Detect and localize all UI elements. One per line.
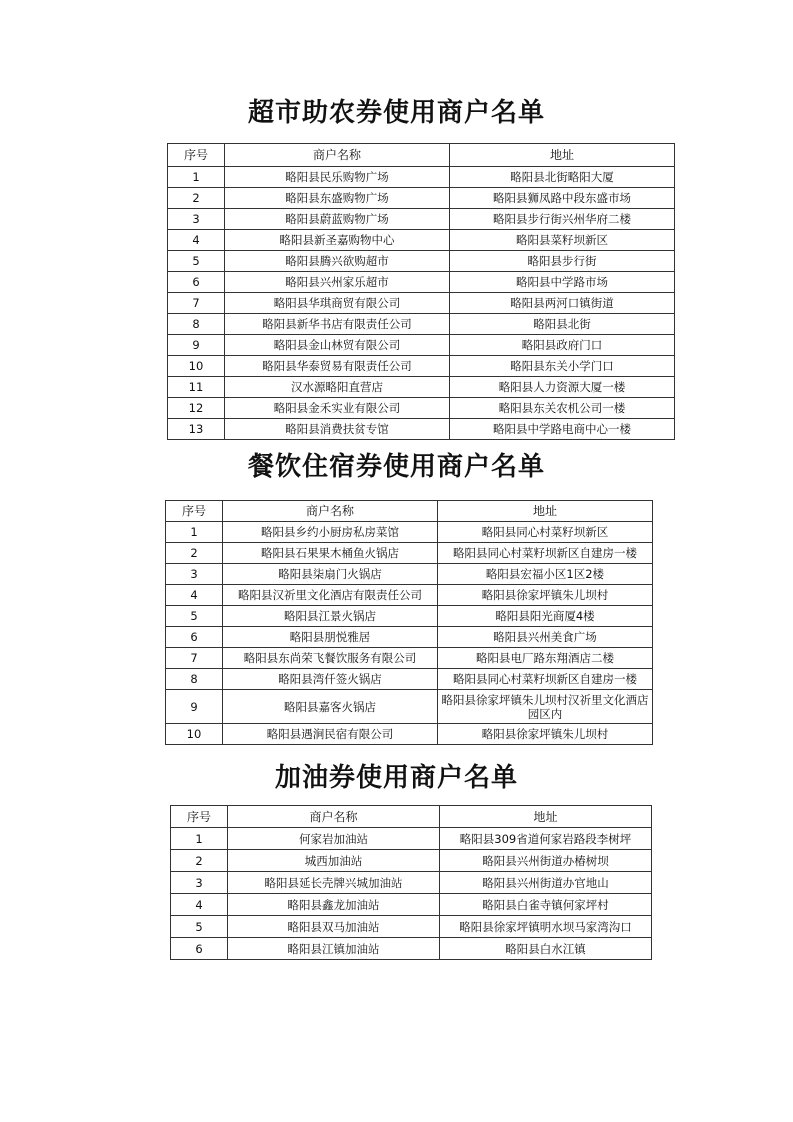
table-row: [168, 419, 675, 440]
merchant-address: 略阳县东关小学门口: [450, 356, 675, 377]
header-merchant-name: 商户名称: [228, 806, 440, 828]
merchant-name: 略阳县乡约小厨房私房菜馆: [223, 522, 438, 543]
section-2-title: 餐饮住宿券使用商户名单: [247, 452, 545, 482]
table-row: [166, 724, 653, 745]
merchant-name: 略阳县江景火锅店: [223, 606, 438, 627]
merchant-address: 略阳县北街: [450, 314, 675, 335]
merchant-address: 略阳县北街略阳大厦: [450, 167, 675, 188]
merchant-name: 略阳县消费扶贫专馆: [225, 419, 450, 440]
table-row: [168, 188, 675, 209]
merchant-name: 略阳县汉祈里文化酒店有限责任公司: [223, 585, 438, 606]
merchant-name: 略阳县东盛购物广场: [225, 188, 450, 209]
table-row: [171, 916, 652, 938]
row-index: 9: [168, 335, 225, 356]
merchant-name: 略阳县朋悦雅居: [223, 627, 438, 648]
merchant-name: 略阳县金山林贸有限公司: [225, 335, 450, 356]
row-index: 9: [166, 690, 223, 724]
merchant-name: 略阳县嘉客火锅店: [223, 690, 438, 724]
row-index: 13: [168, 419, 225, 440]
merchant-name: 略阳县石果果木桶鱼火锅店: [223, 543, 438, 564]
table-row: [166, 564, 653, 585]
table-row: [168, 314, 675, 335]
merchant-address: 略阳县宏福小区1区2楼: [438, 564, 653, 585]
table-row: [168, 335, 675, 356]
table-row: [168, 377, 675, 398]
merchant-name: 略阳县金禾实业有限公司: [225, 398, 450, 419]
row-index: 3: [168, 209, 225, 230]
merchant-name: 略阳县华琪商贸有限公司: [225, 293, 450, 314]
table-row: [166, 585, 653, 606]
section-3-title: 加油券使用商户名单: [274, 763, 518, 793]
table-row: [166, 669, 653, 690]
section-2-table: [165, 500, 653, 745]
merchant-name: 略阳县兴州家乐超市: [225, 272, 450, 293]
row-index: 8: [168, 314, 225, 335]
header-address: 地址: [450, 144, 675, 167]
merchant-address: 略阳县兴州街道办官地山: [440, 872, 652, 894]
row-index: 5: [168, 251, 225, 272]
merchant-name: 城西加油站: [228, 850, 440, 872]
row-index: 1: [171, 828, 228, 850]
row-index: 3: [171, 872, 228, 894]
merchant-address: 略阳县徐家坪镇明水坝马家湾沟口: [440, 916, 652, 938]
table-row: [168, 398, 675, 419]
merchant-name: 略阳县延长壳牌兴城加油站: [228, 872, 440, 894]
header-address: 地址: [440, 806, 652, 828]
merchant-address: 略阳县兴州美食广场: [438, 627, 653, 648]
merchant-address: 略阳县政府门口: [450, 335, 675, 356]
table-header-row: [166, 501, 653, 522]
table-row: [168, 251, 675, 272]
table-row: [168, 230, 675, 251]
row-index: 2: [166, 543, 223, 564]
merchant-address: 略阳县白水江镇: [440, 938, 652, 960]
row-index: 6: [168, 272, 225, 293]
merchant-address: 略阳县阳光商厦4楼: [438, 606, 653, 627]
table-row: [168, 293, 675, 314]
merchant-address: 略阳县白雀寺镇何家坪村: [440, 894, 652, 916]
row-index: 4: [171, 894, 228, 916]
table-row: [171, 938, 652, 960]
header-index: 序号: [171, 806, 228, 828]
row-index: 4: [166, 585, 223, 606]
merchant-address: 略阳县同心村菜籽坝新区: [438, 522, 653, 543]
merchant-address: 略阳县中学路电商中心一楼: [450, 419, 675, 440]
table-row: [168, 272, 675, 293]
merchant-address: 略阳县狮凤路中段东盛市场: [450, 188, 675, 209]
table-row: [171, 872, 652, 894]
merchant-name: 略阳县鑫龙加油站: [228, 894, 440, 916]
merchant-name: 略阳县蔚蓝购物广场: [225, 209, 450, 230]
table-row: [166, 606, 653, 627]
merchant-address: 略阳县步行街: [450, 251, 675, 272]
row-index: 2: [171, 850, 228, 872]
section-3-table: [170, 805, 652, 960]
row-index: 1: [166, 522, 223, 543]
row-index: 2: [168, 188, 225, 209]
merchant-address: 略阳县菜籽坝新区: [450, 230, 675, 251]
table-row: [166, 690, 653, 724]
merchant-name: 略阳县湾仟签火锅店: [223, 669, 438, 690]
table-header-row: [168, 144, 675, 167]
row-index: 10: [166, 724, 223, 745]
merchant-name: 略阳县东尚荣飞餐饮服务有限公司: [223, 648, 438, 669]
row-index: 12: [168, 398, 225, 419]
merchant-address: 略阳县东关农机公司一楼: [450, 398, 675, 419]
row-index: 1: [168, 167, 225, 188]
merchant-address: 略阳县中学路市场: [450, 272, 675, 293]
merchant-address: 略阳县步行街兴州华府二楼: [450, 209, 675, 230]
header-address: 地址: [438, 501, 653, 522]
table-row: [171, 828, 652, 850]
table-row: [166, 522, 653, 543]
row-index: 10: [168, 356, 225, 377]
merchant-name: 略阳县新圣嘉购物中心: [225, 230, 450, 251]
merchant-address: 略阳县309省道何家岩路段李树坪: [440, 828, 652, 850]
merchant-name: 何家岩加油站: [228, 828, 440, 850]
row-index: 6: [166, 627, 223, 648]
table-header-row: [171, 806, 652, 828]
merchant-address: 略阳县兴州街道办椿树坝: [440, 850, 652, 872]
header-merchant-name: 商户名称: [225, 144, 450, 167]
row-index: 5: [166, 606, 223, 627]
table-row: [168, 209, 675, 230]
table-row: [166, 648, 653, 669]
merchant-name: 略阳县民乐购物广场: [225, 167, 450, 188]
merchant-address: 略阳县徐家坪镇朱儿坝村: [438, 724, 653, 745]
merchant-address: 略阳县同心村菜籽坝新区自建房一楼: [438, 543, 653, 564]
table-row: [171, 894, 652, 916]
header-index: 序号: [166, 501, 223, 522]
row-index: 4: [168, 230, 225, 251]
row-index: 7: [166, 648, 223, 669]
merchant-address: 略阳县徐家坪镇朱儿坝村: [438, 585, 653, 606]
row-index: 11: [168, 377, 225, 398]
row-index: 7: [168, 293, 225, 314]
merchant-address: 略阳县同心村菜籽坝新区自建房一楼: [438, 669, 653, 690]
section-1-table: [167, 143, 675, 440]
merchant-name: 汉水源略阳直营店: [225, 377, 450, 398]
merchant-address: 略阳县两河口镇街道: [450, 293, 675, 314]
merchant-address: 略阳县电厂路东翔酒店二楼: [438, 648, 653, 669]
merchant-name: 略阳县遇涧民宿有限公司: [223, 724, 438, 745]
table-row: [171, 850, 652, 872]
table-row: [166, 543, 653, 564]
merchant-name: 略阳县双马加油站: [228, 916, 440, 938]
row-index: 5: [171, 916, 228, 938]
merchant-name: 略阳县新华书店有限责任公司: [225, 314, 450, 335]
merchant-name: 略阳县华泰贸易有限责任公司: [225, 356, 450, 377]
table-row: [168, 167, 675, 188]
merchant-address: 略阳县徐家坪镇朱儿坝村汉祈里文化酒店园区内: [438, 690, 653, 724]
merchant-address: 略阳县人力资源大厦一楼: [450, 377, 675, 398]
row-index: 6: [171, 938, 228, 960]
table-row: [168, 356, 675, 377]
section-1-title: 超市助农券使用商户名单: [247, 98, 545, 128]
header-merchant-name: 商户名称: [223, 501, 438, 522]
header-index: 序号: [168, 144, 225, 167]
row-index: 8: [166, 669, 223, 690]
merchant-name: 略阳县江镇加油站: [228, 938, 440, 960]
merchant-name: 略阳县腾兴欲购超市: [225, 251, 450, 272]
merchant-name: 略阳县柒扇门火锅店: [223, 564, 438, 585]
table-row: [166, 627, 653, 648]
row-index: 3: [166, 564, 223, 585]
